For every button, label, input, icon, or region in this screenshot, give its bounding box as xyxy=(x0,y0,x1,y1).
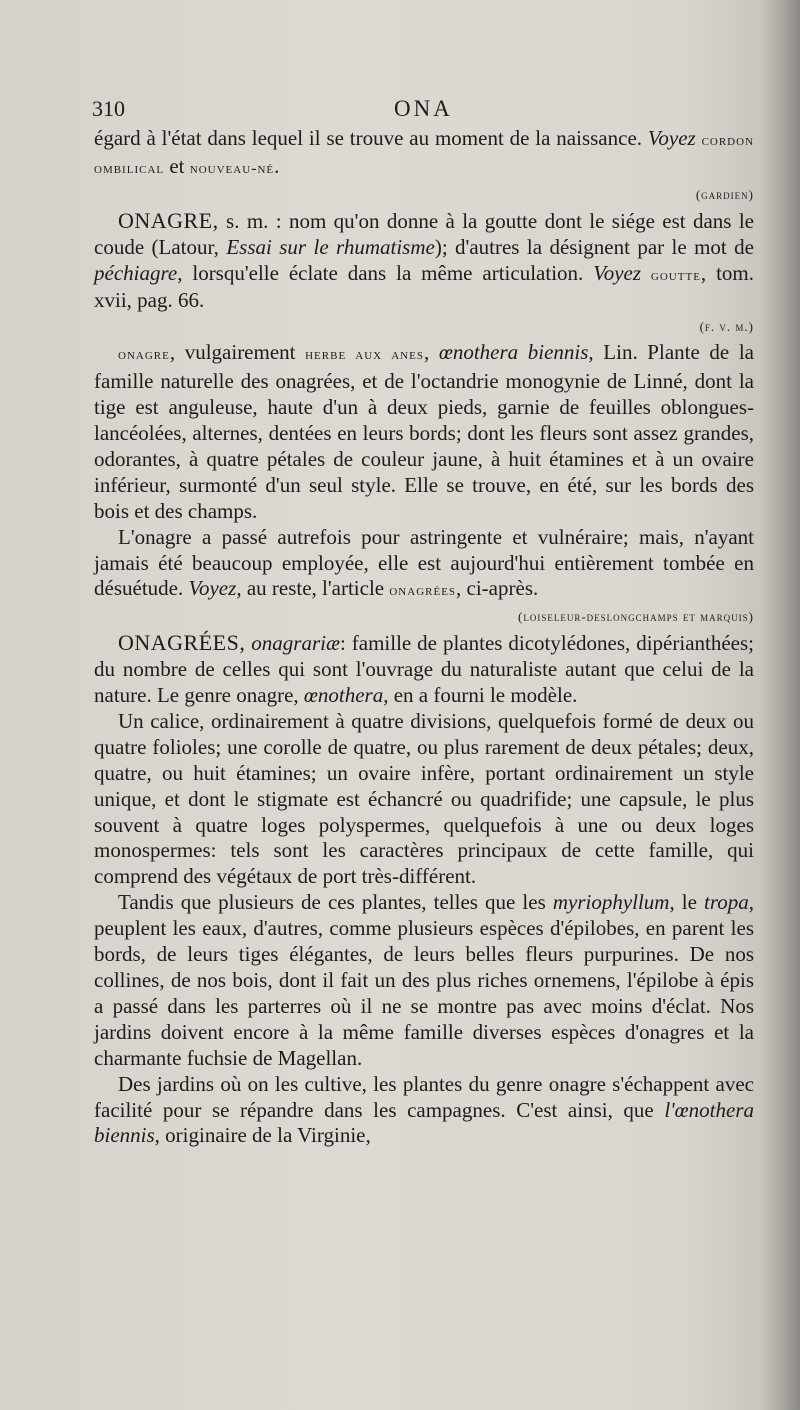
entry-onagre-medical: ONAGRE, s. m. : nom qu'on donne à la goutte dont le siége est dans le coude (Latour, Essai sur le rhumatisme); d'autres la désignent par le mot de péchiagre, lorsqu'elle éclate dans la même articulation. Voyez goutte, tom. xvii, pag. 66. xyxy=(94,207,754,313)
paragraph: Des jardins où on les cultive, les plantes du genre onagre s'échappent avec facilité pour se répandre dans les campagnes. C'est ainsi, que l'œnothera biennis, originaire de la Virginie, xyxy=(94,1071,754,1148)
paragraph: L'onagre a passé autrefois pour astringente et vulnéraire; mais, n'ayant jamais été beaucoup employée, elle est aujourd'hui entièrement tombée en désuétude. Voyez, au reste, l'article onagrées, ci-après. xyxy=(94,524,754,601)
headword: ONAGRE, xyxy=(118,207,219,233)
paragraph-continuation: égard à l'état dans lequel il se trouve au moment de la naissance. Voyez cordon ombilical et nouveau-né. xyxy=(94,126,755,178)
running-title: ONA xyxy=(394,96,453,121)
author-signature: (loiseleur-deslongchamps et marquis) xyxy=(518,609,754,625)
page-gutter-shadow xyxy=(762,0,800,1410)
headword: ONAGRÉES, xyxy=(118,630,246,656)
entry-onagre-plant: onagre, vulgairement herbe aux anes, œnothera biennis, Lin. Plante de la famille naturelle des onagrées, et de l'octandrie monogynie de Linné, dont la tige est anguleuse, haute d'un à deux pieds, garnie de feuilles oblongues-lancéolées, alternes, dentées en leurs bords; dont les fleurs sont assez grandes, odorantes, à quatre pétales de couleur jaune, à huit étamines et à un ovaire inférieur, surmonté d'un seul style. Elle se trouve, en été, sur les bords des bois et des champs. xyxy=(94,340,754,523)
page-number: 310 xyxy=(92,96,125,121)
text-column xyxy=(94,96,754,1149)
running-head xyxy=(94,96,754,126)
author-signature: (f. v. m.) xyxy=(699,319,754,335)
paragraph: Un calice, ordinairement à quatre divisions, quelquefois formé de deux ou quatre folioles; une corolle de quatre, ou plus rarement de deux pétales; deux, quatre, ou huit étamines; un ovaire infère, portant ordinairement un style unique, et dont le stigmate est échancré ou quadrifide; une capsule, le plus souvent à quatre loges polyspermes, quelquefois à une ou deux loges monospermes: tels sont les caractères principaux de cette famille, qui comprend des végétaux de port très-différent. xyxy=(94,708,754,889)
author-signature: (gardien) xyxy=(695,186,754,202)
paragraph: Tandis que plusieurs de ces plantes, telles que les myriophyllum, le tropa, peuplent les eaux, d'autres, comme plusieurs espèces d'épilobes, en parent les bords, de leurs tiges élégantes, de leurs belles fleurs purpurines. De nos collines, de nos bois, dont il fait un des plus riches ornemens, l'épilobe à épis a passé dans les parterres où il ne se montre pas avec moins d'éclat. Nos jardins doivent encore à la même famille diverses espèces d'onagres et la charmante fuchsie de Magellan. xyxy=(94,890,755,1070)
headword: onagre xyxy=(118,347,170,364)
entry-onagrees: ONAGRÉES, onagrariæ: famille de plantes dicotylédones, dipérianthées; du nombre de celles qui sont l'ouvrage du naturaliste autant que celui de la nature. Le genre onagre, œnothera, en a fourni le modèle. xyxy=(94,630,754,708)
